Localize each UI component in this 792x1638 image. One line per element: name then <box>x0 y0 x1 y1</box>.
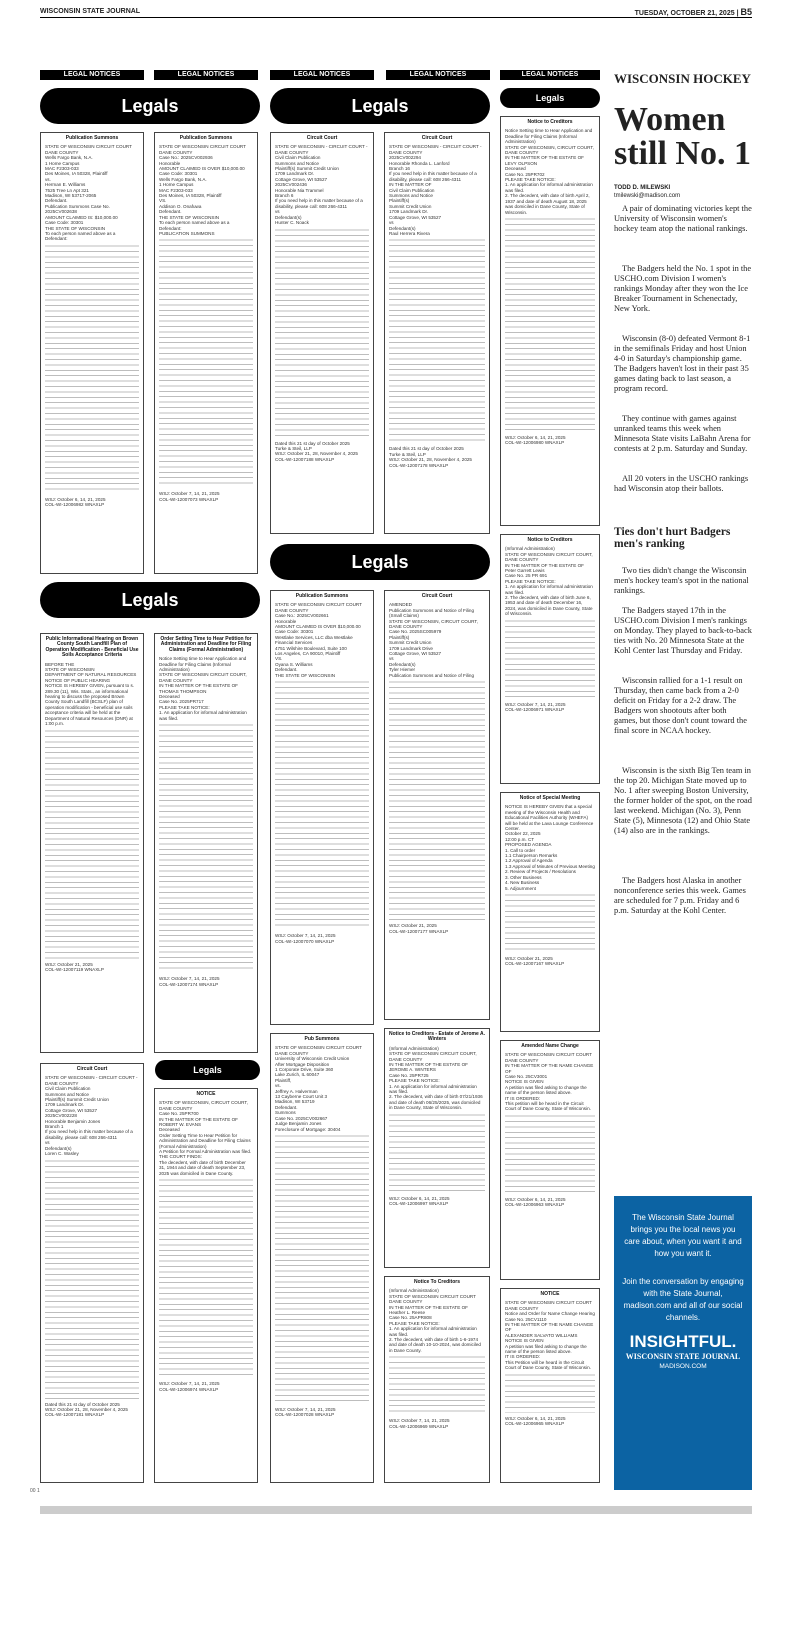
notice-text-lines <box>275 1134 369 1404</box>
notice-title: Order Setting Time to Hear Petition for Administration and Deadline for Filing Claims (Formal Administration) <box>160 636 252 653</box>
notice-text-lines <box>389 1355 485 1415</box>
legal-notice <box>40 633 144 1053</box>
legal-notice <box>154 1088 258 1483</box>
legal-notice <box>500 1040 600 1280</box>
legal-notice <box>270 1033 374 1483</box>
section-tab: LEGAL NOTICES <box>270 70 374 80</box>
notice-title: Notice to Creditors <box>527 119 573 125</box>
legal-notice <box>500 116 600 526</box>
notice-title: Notice of Special Meeting <box>519 795 581 801</box>
byline <box>614 184 680 200</box>
notice-text-lines <box>505 1114 595 1194</box>
promo-site: MADISON.COM <box>659 1363 707 1370</box>
notice-title: Publication Summons <box>295 593 349 599</box>
legal-notice <box>40 132 144 574</box>
article-paragraph: The Badgers stayed 17th in the USCHO.com Division I men's rankings on Monday. They played to back-to-back ties with No. 20 Minnesota State at the Kohl Center last Thursday and Friday. <box>614 606 752 655</box>
legal-notice <box>40 1063 144 1483</box>
notice-title: Circuit Court <box>421 593 453 599</box>
notice-title: Circuit Court <box>306 135 338 141</box>
notice-footer: WSJ: October 7, 14, 21, 2025 COL-WI-12007073 WNAXLP <box>159 491 220 502</box>
notice-title: Publication Summons <box>65 135 119 141</box>
article-paragraph: They continue with games against unranked teams this week when Minnesota State visits LaBahn Arena for contests at 2 p.m. Saturday and Sunday. <box>614 414 751 453</box>
notice-body: STATE OF WISCONSIN CIRCUIT COURT DANE COUNTY University of Wisconsin Credit Union After Mortgage Disposition 1 Corporate Drive, Suite 360 Lake Zurich, IL 60047 Plaintiff, vs. Jeffrey A. Halverman 13 Cayberne Court Unit 3 Madison, WI 53719 Defendant. Summons Case No. 2025CV002667 Judge Benjamin Jones Foreclosure of Mortgage: 30404 <box>275 1045 362 1132</box>
notice-footer: WSJ: October 21, 2025 COL-WI-12007119 WNAXLP <box>45 961 104 972</box>
notice-text-lines <box>159 238 253 488</box>
page-header <box>40 6 752 18</box>
notice-text-lines <box>45 244 139 494</box>
notice-text-lines <box>505 1373 595 1413</box>
notice-body: STATE OF WISCONSIN CIRCUIT COURT DANE COUNTY IN THE MATTER OF THE NAME CHANGE OF Case No. 25CV3001 NOTICE IS GIVEN A petition was filed asking to change the name of the person listed above. IT IS ORDERED: This petition will be heard in the Circuit Court of Dane County, State of Wisconsin. <box>505 1052 594 1112</box>
notice-footer: WSJ: October 6, 14, 21, 2025 COL-WI-12006980 WNAXLP <box>505 434 566 446</box>
notice-body: STATE OF WISCONSIN - CIRCUIT COURT - DANE COUNTY Civil Claim Publication Summons and Notice Plaintiff(s) Summit Credit Union 1709 Landmark Dr. Cottage Grove, WI 53527 2025CV002228 Honorable Benjamin Jones Branch 1 If you need help in this matter because of a disability, please call: 608 266-4311 vs Defendant(s) Loren C. Wasley <box>45 1075 138 1157</box>
legal-notice <box>270 132 374 534</box>
legal-notice <box>384 590 490 1020</box>
legals-banner: Legals <box>40 582 260 618</box>
notice-body: STATE OF WISCONSIN, CIRCUIT COURT, DANE COUNTY Case No. 25PR700 IN THE MATTER OF THE ESTATE OF ROBERT W. EVANS Deceased Order Setting Time to Hear Petition for Administration and Deadline for Filing Claims (Formal Administration) A Petition for Formal Administration was filed. THE COURT FINDS: The decedent, with date of birth December 31, 1944 and date of death September 23, 2025 was domiciled in Dane County. <box>159 1100 252 1176</box>
byline-name: TODD D. MILEWSKI <box>614 185 671 191</box>
article-paragraph: The Badgers host Alaska in another nonconference series this week. Games are scheduled for 7 p.m. Friday and 6 p.m. Saturday at the Kohl Center. <box>614 876 746 915</box>
issue-date: TUESDAY, OCTOBER 21, 2025 <box>634 9 735 17</box>
notice-body: STATE OF WISCONSIN - CIRCUIT COURT - DANE COUNTY Civil Claim Publication Summons and Notice Plaintiff(s) Summit Credit Union 1709 Landmark Dr. Cottage Grove, WI 53527 2025CV002436 Honorable Nia Trammel Branch 6 If you need help in this matter because of a disability, please call: 608 266-4311 vs Defendant(s) Hunter C. Noack <box>275 144 368 226</box>
article-paragraph: Two ties didn't change the Wisconsin men's hockey team's spot in the national rankings. <box>614 566 749 595</box>
notice-title: Notice to Creditors <box>527 537 573 543</box>
notice-text-lines <box>389 680 485 920</box>
article-paragraph: Wisconsin is the sixth Big Ten team in the top 20. Michigan State moved up to No. 1 after sweeping Boston University, the former holder of the spot, on the road last weekend. Michigan (No. 3), Penn State (5), Minnesota (12) and Ohio State (14) also are in the rankings. <box>614 766 752 835</box>
notice-footer: WSJ: October 6, 14, 21, 2025 COL-WI-12006965 WNAXLP <box>505 1415 566 1427</box>
notice-body: STATE OF WISCONSIN CIRCUIT COURT DANE COUNTY Wells Fargo Bank, N.A. 1 Home Campus MAC F2303-033 Des Moines, IA 50328, Plaintiff vs. Herman E. Williams 7525 Tree Ln Apt 321 Madison, WI 53717-2065 Defendant. Publication Summons Case No. 2025CV002638 AMOUNT CLAIMED IS: $10,000.00 Case Code: 30301 THE STATE OF WISCONSIN To each person named above as a Defendant: <box>45 144 132 242</box>
notice-text-lines <box>505 619 595 699</box>
promo-brand: INSIGHTFUL. <box>629 1332 737 1351</box>
date-page: TUESDAY, OCTOBER 21, 2025 | B5 <box>634 6 752 17</box>
legal-notice <box>500 534 600 784</box>
notice-text-lines <box>389 238 485 443</box>
notice-title: NOTICE <box>196 1091 216 1097</box>
notice-text-lines <box>505 893 595 953</box>
notice-text-lines <box>275 228 369 438</box>
notice-footer: WSJ: October 7, 14, 21, 2025 COL-WI-12006969 WNAXLP <box>389 1418 450 1429</box>
notice-footer: WSJ: October 6, 14, 21, 2025 COL-WI-12006982 WNAXLP <box>45 496 106 508</box>
article-paragraph: All 20 voters in the USCHO rankings had Wisconsin atop their ballots. <box>614 474 749 493</box>
article-paragraph: Wisconsin rallied for a 1-1 result on Thursday, then came back from a 2-0 deficit on Friday for a 2-2 draw. The Badgers won shootouts after both games, but those don't count toward the final score in NCAA hockey. <box>614 676 747 735</box>
notice-title: Amended Name Change <box>521 1043 579 1049</box>
legals-banner: Legals <box>155 1060 260 1080</box>
notice-footer: Dated this 21 st day of October 2025 WSJ: October 21, 28, November 4, 2025 COL-WI-12007181 WNAXLP <box>45 1401 128 1418</box>
notice-body: Notice Setting time to Hear Application and Deadline for Filing Claims (Informal Administration) STATE OF WISCONSIN, CIRCUIT COURT, DANE COUNTY IN THE MATTER OF THE ESTATE OF LEVY OLPSON Deceased Case No. 25PR702 PLEASE TAKE NOTICE: 1. An application for informal administration was filed. 2. The decedent, with date of birth April 2, 1937 and date of death August 18, 2025 was domiciled in Dane County, State of Wisconsin. <box>505 128 594 215</box>
legal-notices-tabs <box>40 70 600 80</box>
notice-title: Circuit Court <box>421 135 453 141</box>
notice-footer: WSJ: October 6, 14, 21, 2025 COL-WI-12006963 WNAXLP <box>505 1196 566 1208</box>
notice-title: Public Informational Hearing on Brown County South Landfill Plan of Operation Modification - Beneficial Use Soils Acceptance Criteria <box>45 636 139 659</box>
section-tab: LEGAL NOTICES <box>386 70 490 80</box>
legals-banner: Legals <box>40 88 260 124</box>
legal-notice <box>384 132 490 534</box>
article-paragraph: Wisconsin (8-0) defeated Vermont 8-1 in the semifinals Friday and host Union 4-0 in Saturday's championship game. The Badgers haven't lost in their past 35 games dating back to last season, a program record. <box>614 334 751 393</box>
article-headline: Women still No. 1 <box>614 101 751 172</box>
notice-body: Notice Setting time to Hear Application and Deadline for Filing Claims (Informal Administration) STATE OF WISCONSIN CIRCUIT COURT, DANE COUNTY IN THE MATTER OF THE ESTATE OF THOMAS THOMPSON Deceased Case No. 2025PR717 PLEASE TAKE NOTICE: 1. An application for informal administration was filed. <box>159 656 247 721</box>
notice-text-lines <box>275 680 369 930</box>
legal-notice <box>500 1288 600 1483</box>
footer-bar <box>40 1506 752 1514</box>
notice-title: Circuit Court <box>76 1066 108 1072</box>
section-tab: LEGAL NOTICES <box>154 70 258 80</box>
notice-text-lines <box>389 1113 485 1193</box>
page-number: B5 <box>740 6 752 17</box>
section-tab: LEGAL NOTICES <box>500 70 600 80</box>
notice-footer: WSJ: October 7, 14, 21, 2025 COL-WI-12006971 WNAXLP <box>505 701 566 713</box>
notice-footer: Dated this 21 st day of October 2025 Turke & Steil, LLP WSJ: October 21, 28, November 4, 2025 COL-WI-12007178 WNAXLP <box>389 446 472 468</box>
article-subhead: Ties don't hurt Badgers men's ranking <box>614 526 731 550</box>
notice-body: NOTICE IS HEREBY GIVEN that a special meeting of the Wisconsin Health and Educational Facilities Authority (WHEFA) will be held at the Lava Lounge Conference Center. October 22, 2025 12:00 p.m. CT PROPOSED AGENDA 1. Call to order 1.1 Chairperson Remarks 1.2 Approval of Agenda 1.3 Approval of Minutes of Previous Meeting 2. Review of Projects / Resolutions 3. Other Business 4. New Business 5. Adjournment <box>505 804 595 891</box>
notice-footer: WSJ: October 7, 14, 21, 2025 COL-WI-12007174 WNAXLP <box>159 976 220 987</box>
notice-footer: WSJ: October 7, 14, 21, 2025 COL-WI-12007070 WNAXLP <box>275 933 336 944</box>
notice-text-lines <box>45 729 139 959</box>
notice-footer: Dated this 21 st day of October 2025 Turke & Steil, LLP WSJ: October 21, 28, November 4, 2025 COL-WI-12007188 WNAXLP <box>275 440 358 462</box>
notice-text-lines <box>159 1178 253 1378</box>
legals-banner: Legals <box>270 544 490 580</box>
notice-body: STATE OF WISCONSIN CIRCUIT COURT DANE COUNTY Case No.: 2025CV002936 Honorable AMOUNT CLAIMED IS OVER $10,000.00 Case Code: 30301 Wells Fargo Bank, N.A. 1 Home Campus MAC F2303-033 Des Moines, IA 50328, Plaintiff VS. Addison O. Onafuwa Defendant. THE STATE OF WISCONSIN To each person named above as a Defendant: PUBLICATION SUMMONS <box>159 144 246 236</box>
notice-footer: WSJ: October 7, 14, 21, 2025 COL-WI-12006974 WNAXLP <box>159 1381 220 1392</box>
legal-notice <box>270 590 374 1025</box>
promo-paper: WISCONSIN STATE JOURNAL <box>625 1352 741 1361</box>
notice-title: Pub Summons <box>304 1036 340 1042</box>
notice-text-lines <box>505 217 595 432</box>
notice-title: Publication Summons <box>179 135 233 141</box>
legal-notice <box>154 132 258 574</box>
notice-footer: WSJ: October 7, 14, 21, 2025 COL-WI-12007028 WNAXLP <box>275 1406 336 1418</box>
legal-notice <box>500 792 600 1032</box>
section-tab: LEGAL NOTICES <box>40 70 144 80</box>
legal-notice <box>384 1276 490 1483</box>
promo-ad <box>614 1196 752 1490</box>
article-paragraph: A pair of dominating victories kept the University of Wisconsin women's hockey team atop the national rankings. <box>614 204 752 233</box>
article-paragraph: The Badgers held the No. 1 spot in the USCHO.com Division I women's rankings Monday after they won the Ice Breaker Tournament in Schenectady, New York. <box>614 264 752 313</box>
page-code: 00 1 <box>30 1488 40 1494</box>
notice-title: Notice to Creditors - Estate of Jerome A. Winters <box>389 1031 485 1043</box>
notice-body: (Informal Administration) STATE OF WISCONSIN CIRCUIT COURT DANE COUNTY IN THE MATTER OF THE ESTATE OF Heather L. Reese Case No. 25APR808 PLEASE TAKE NOTICE: 1. An application for informal administration was filed. 2. The decedent, with date of birth 1-6-1974 and date of death 10-10-2024, was domiciled in Dane County. <box>389 1288 481 1353</box>
notice-text-lines <box>45 1159 139 1399</box>
article-kicker: WISCONSIN HOCKEY <box>614 71 751 86</box>
notice-body: (Informal Administration) STATE OF WISCONSIN CIRCUIT COURT, DANE COUNTY IN THE MATTER OF THE ESTATE OF Peter Garrett Lewis Case No. 25 PR 691 PLEASE TAKE NOTICE: 1. An application for informal administration was filed. 2. The decedent, with date of birth June 6, 1953 and date of death December 16, 2024, was domiciled in Dane County, State of Wisconsin. <box>505 546 593 617</box>
notice-body: AMENDED Publication Summons and Notice of Filing (Small Claims) STATE OF WISCONSIN, CIRCUIT COURT, DANE COUNTY Case No. 2025SC005979 Plaintiff(s) Summit Credit Union 1709 Landmark Drive Cottage Grove, WI 53527 vs Defendant(s) Tyler Hiemer Publication Summons and Notice of Filing <box>389 602 478 678</box>
notice-body: BEFORE THE STATE OF WISCONSIN DEPARTMENT OF NATURAL RESOURCES NOTICE OF PUBLIC HEARING NOTICE IS HEREBY GIVEN, pursuant to s. 289.30 (11), Wis. Stats., an informational hearing to discuss the proposed Brown County South Landfill (BCSLF) plan of operation modification - beneficial use soils acceptance criteria will be held at the Department of Natural Resources (DNR) at 1:00 p.m. <box>45 661 137 727</box>
legals-banner: Legals <box>270 88 490 124</box>
notice-body: STATE OF WISCONSIN - CIRCUIT COURT - DANE COUNTY 2025CV002294 Honorable Rhonda L. Lanford Branch 16 If you need help in this matter because of a disability, please call: 608 266-4311 IN THE MATTER OF Civil Claim Publication Summons and Notice Plaintiff(s) Summit Credit Union 1709 Landmark Dr. Cottage Grove, WI 53527 vs Defendant(s) Raul Herrera Rivera <box>389 144 482 236</box>
notice-body: STATE OF WISCONSIN CIRCUIT COURT DANE COUNTY Case No.: 2025CV002661 Honorable AMOUNT CLAIMED IS OVER $10,000.00 Case Code: 30301 Westlake Services, LLC dba Westlake Financial Services 4751 Wilshire Boulevard, Suite 100 Los Angeles, CA 90010, Plaintiff VS. Oyana S. Williams Defendant. THE STATE OF WISCONSIN <box>275 602 362 678</box>
notice-footer: WSJ: October 6, 14, 21, 2025 COL-WI-12006997 WNAXLP <box>389 1195 450 1207</box>
paper-name: WISCONSIN STATE JOURNAL <box>40 8 141 15</box>
notice-footer: WSJ: October 21, 2025 COL-WI-12007167 WNAXLP <box>505 955 565 967</box>
byline-email: tmilewski@madison.com <box>614 193 681 199</box>
notice-text-lines <box>159 723 253 973</box>
notice-title: Notice To Creditors <box>413 1279 461 1285</box>
notice-body: STATE OF WISCONSIN CIRCUIT COURT DANE COUNTY Notice and Order for Name Change Hearing Case No. 25CV1110 IN THE MATTER OF THE NAME CHANGE OF ALEXANDER SALVATO WILLIAMS NOTICE IS GIVEN A petition was filed asking to change the name of the person listed above. IT IS ORDERED: This Petition will be heard in the Circuit Court of Dane County, State of Wisconsin. <box>505 1300 595 1371</box>
legal-notice <box>154 633 258 1053</box>
promo-copy: The Wisconsin State Journal brings you the local news you care about, when you want it and how you want it. <box>624 1213 742 1258</box>
promo-copy: Join the conversation by engaging with the State Journal, madison.com and all of our social channels. <box>622 1277 744 1322</box>
legals-banner: Legals <box>500 88 600 108</box>
legal-notice <box>384 1028 490 1268</box>
notice-footer: WSJ: October 21, 2025 COL-WI-12007177 WNAXLP <box>389 923 449 934</box>
notice-body: (Informal Administration) STATE OF WISCONSIN CIRCUIT COURT, DANE COUNTY IN THE MATTER OF THE ESTATE OF JEROME A. WINTERS Case No. 25PR725 PLEASE TAKE NOTICE: 1. An application for informal administration was filed. 2. The decedent, with date of birth 07/21/1936 and date of death 06/25/2025, was domiciled in Dane County, State of Wisconsin. <box>389 1045 483 1111</box>
notice-title: NOTICE <box>540 1291 560 1297</box>
